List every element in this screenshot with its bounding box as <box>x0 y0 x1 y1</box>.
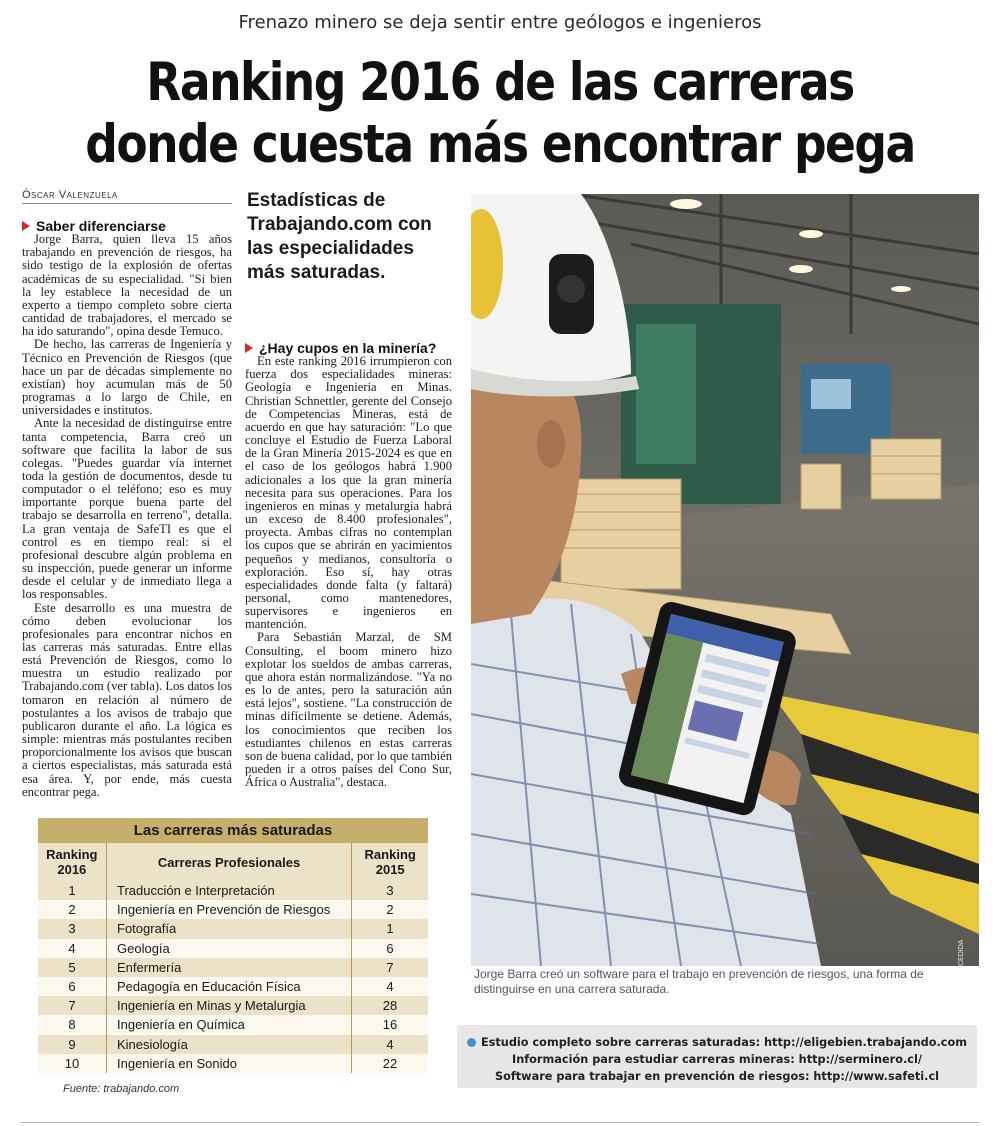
rank-2016: 1 <box>68 883 76 898</box>
rank-2016: 7 <box>68 998 76 1014</box>
career-name: Ingeniería en Química <box>106 1015 352 1034</box>
headline-line-2: donde cuesta más encontrar pega <box>85 114 915 175</box>
rank-2015: 1 <box>386 921 394 937</box>
info-link-study[interactable]: Estudio completo sobre carreras saturadas: http://eligebien.trabajando.com <box>480 1036 968 1049</box>
career-name: Kinesiología <box>106 1035 352 1054</box>
table-row <box>38 881 428 900</box>
rank-2015: 4 <box>386 978 394 994</box>
author-byline: Óscar Valenzuela <box>22 189 232 204</box>
headline-line-1: Ranking 2016 de las carreras <box>146 52 854 113</box>
red-triangle-icon <box>245 343 253 353</box>
rank-2016: 6 <box>68 978 76 994</box>
table-row <box>38 900 428 919</box>
rank-2016: 3 <box>68 921 76 937</box>
career-name: Ingeniería en Prevención de Riesgos <box>106 900 352 919</box>
kicker: Frenazo minero se deja sentir entre geólogos e ingenieros <box>238 12 762 33</box>
rank-2015: 22 <box>382 1055 398 1071</box>
rank-2016: 4 <box>68 940 76 956</box>
photo-worker-tablet <box>471 194 979 966</box>
header-career: Carreras Profesionales <box>106 843 353 881</box>
paragraph: Para Sebastián Marzal, de SM Consulting, el boom minero hizo explotar los sueldos de ambas carreras, que ahora están normalizándose. "Ya no es lo de antes, pero la saturación aún está lejos", sostiene. "La construcción de minas difícilmente se detiene. Además, los conocimientos que reciben los estudiantes chilenos en estas carreras son de buena calidad, por lo que también pueden ir a otros países del Cono Sur, África o Australia", destaca. <box>245 630 452 790</box>
bullet-dot-icon <box>467 1038 476 1047</box>
career-name: Ingeniería en Sonido <box>106 1054 352 1073</box>
bottom-divider <box>20 1122 980 1123</box>
header-rank-2016: Ranking 2016 <box>46 847 98 877</box>
table-row <box>38 958 428 977</box>
table-title: Las carreras más saturadas <box>38 818 428 843</box>
lede: Estadísticas de Trabajando.com con las especialidades más saturadas. <box>247 190 432 283</box>
rank-2015: 7 <box>386 959 394 975</box>
table-row <box>38 1035 428 1054</box>
rank-2016: 9 <box>68 1036 76 1052</box>
rank-2015: 3 <box>386 883 394 898</box>
career-name: Geología <box>106 939 352 958</box>
photo-credit: CEDIDA <box>958 939 965 966</box>
paragraph: De hecho, las carreras de Ingeniería y Técnico en Prevención de Riesgos (que hace un par de décadas simplemente no existían) hoy acumulan más de 50 programas a lo largo de Chile, en universidades e institutos. <box>22 337 232 418</box>
career-name: Fotografía <box>106 919 352 938</box>
rank-2015: 2 <box>386 902 394 918</box>
table-body <box>38 881 428 1073</box>
table-source: Fuente: trabajando.com <box>63 1083 180 1095</box>
ranking-table <box>38 818 428 1073</box>
subhead-text: ¿Hay cupos en la minería? <box>259 340 437 356</box>
headline <box>70 52 930 176</box>
rank-2016: 10 <box>64 1055 80 1071</box>
red-triangle-icon <box>22 221 30 231</box>
table-row <box>38 939 428 958</box>
rank-2016: 5 <box>68 959 76 975</box>
paragraph: Jorge Barra, quien lleva 15 años trabajando en prevención de riesgos, ha sido testigo de la explosión de ofertas académicas de su especialidad. "Si bien la ley establece la necesidad de un experto a tiempo completo sobre cierta cantidad de trabajadores, el mercado se ha ido saturando", opina desde Temuco. <box>22 232 232 339</box>
info-line-1 <box>457 1034 977 1051</box>
rank-2015: 28 <box>382 998 398 1014</box>
table-row <box>38 977 428 996</box>
subhead-text: Saber diferenciarse <box>36 218 166 234</box>
column-2 <box>245 342 452 789</box>
rank-2015: 4 <box>386 1036 394 1052</box>
table-header <box>38 843 428 881</box>
career-name: Pedagogía en Educación Física <box>106 977 352 996</box>
rank-2016: 8 <box>68 1017 76 1033</box>
photo-caption: Jorge Barra creó un software para el trabajo en prevención de riesgos, una forma de distinguirse en una carrera saturada. <box>474 967 924 996</box>
table-row <box>38 1054 428 1073</box>
table-row <box>38 1015 428 1034</box>
paragraph: Ante la necesidad de distinguirse entre tanta competencia, Barra creó un software que facilita la labor de sus colegas. "Puedes guardar vía internet toda la gestión de documentos, desde tu computador o el teléfono; eso es muy importante porque buena parte del trabajo se desarrolla en terreno", detalla. La gran ventaja de SafeTI es que el control es en tiempo real: si el profesional descubre algún problema en su inspección, puede generar un informe desde el celular y de inmediato llega a los responsables. <box>22 416 232 602</box>
career-name: Ingeniería en Minas y Metalurgia <box>106 996 352 1015</box>
career-name: Traducción e Interpretación <box>106 881 352 900</box>
rank-2016: 2 <box>68 902 76 918</box>
rank-2015: 16 <box>382 1017 398 1033</box>
header-rank-2015: Ranking 2015 <box>364 847 416 877</box>
column-1 <box>22 220 232 799</box>
table-row <box>38 996 428 1015</box>
info-box <box>457 1025 977 1088</box>
info-line-3[interactable]: Software para trabajar en prevención de riesgos: http://www.safeti.cl <box>494 1070 940 1083</box>
career-name: Enfermería <box>106 958 352 977</box>
paragraph: Este desarrollo es una muestra de cómo deben evolucionar los profesionales para encontrar nichos en las carreras más saturadas. Entre ellas está Prevención de Riesgos, como lo muestra un estudio realizado por Trabajando.com (ver tabla). Los datos los tomaron en relación al número de postulantes a los avisos de trabajo que publicaron durante el año. La lógica es simple: mientras más postulantes reciben proporcionalmente los avisos que buscan a ciertos especialistas, más saturada está esa área. Y, por ende, más cuesta encontrar pega. <box>22 600 232 799</box>
rank-2015: 6 <box>386 940 394 956</box>
table-row <box>38 919 428 938</box>
paragraph: En este ranking 2016 irrumpieron con fuerza dos especialidades mineras: Geología e Ingeniería en Minas. Christian Schnettler, gerente del Consejo de Competencias Mineras, está de acuerdo en que hay saturación: "Lo que concluye el Estudio de Fuerza Laboral de la Gran Minería 2015-2024 es que en el caso de los geólogos habrá 1.900 adicionales a los que la gran minería necesita para sus operaciones. Para los ingenieros en minas y metalurgia habrá un exceso de 8.400 profesionales", proyecta. Ambas cifras no contemplan los cupos que se abrirán en yacimientos pequeños y medianos, consultoría o exploración. Eso sí, hay otras especialidades donde falta (y faltará) personal, como mantenedores, supervisores e ingenieros en mantención. <box>245 354 452 632</box>
info-line-2[interactable]: Información para estudiar carreras mineras: http://serminero.cl/ <box>512 1053 922 1066</box>
